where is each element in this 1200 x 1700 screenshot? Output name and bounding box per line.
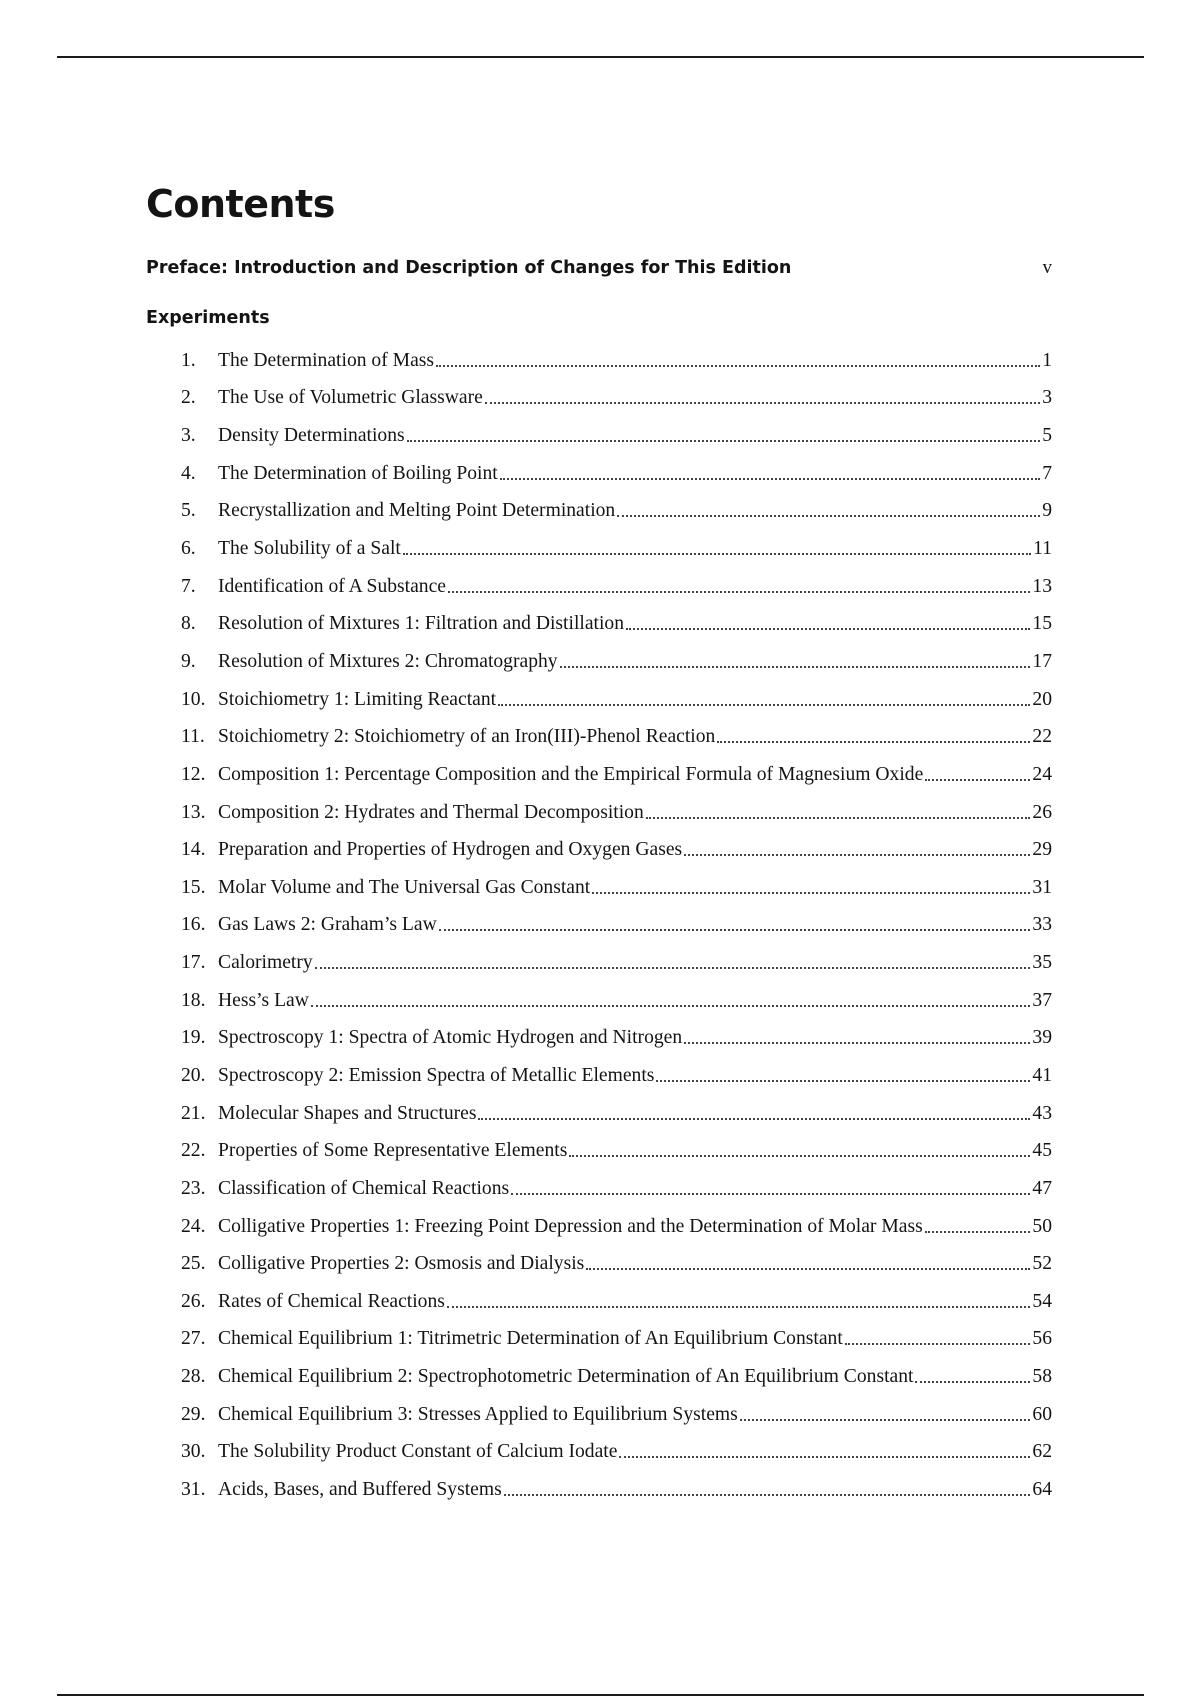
bottom-rule xyxy=(57,1694,1144,1696)
toc-entry-title: Resolution of Mixtures 1: Filtration and Distillation xyxy=(218,613,625,635)
toc-entry-page-number: 45 xyxy=(1032,1140,1052,1162)
toc-entry-page-number: 35 xyxy=(1032,952,1052,974)
toc-entry[interactable] xyxy=(181,1358,1052,1396)
dot-leader xyxy=(407,440,1041,442)
toc-entry-title: Rates of Chemical Reactions xyxy=(218,1290,445,1312)
toc-entry-title: Identification of A Substance xyxy=(218,575,446,597)
toc-entry-number: 10. xyxy=(181,688,206,710)
toc-entry-number: 2. xyxy=(181,387,196,409)
toc-entry[interactable] xyxy=(181,1208,1052,1246)
toc-entry-page-number: 41 xyxy=(1032,1064,1052,1086)
preface-title: Preface: Introduction and Description of Changes for This Edition xyxy=(146,258,792,278)
toc-entry-title: Composition 1: Percentage Composition and the Empirical Formula of Magnesium Oxide xyxy=(218,763,924,785)
toc-entry[interactable] xyxy=(181,982,1052,1020)
toc-entry[interactable] xyxy=(181,455,1052,493)
toc-entry[interactable] xyxy=(181,944,1052,982)
toc-entry-number: 20. xyxy=(181,1064,206,1086)
toc-entry-title: Gas Laws 2: Graham’s Law xyxy=(218,914,437,936)
toc-entry-title: Properties of Some Representative Elements xyxy=(218,1140,568,1162)
toc-entry-title: The Solubility of a Salt xyxy=(218,538,401,560)
dot-leader xyxy=(684,854,1030,856)
toc-entry-page-number: 29 xyxy=(1032,839,1052,861)
toc-entry[interactable] xyxy=(181,1132,1052,1170)
dot-leader xyxy=(592,892,1030,894)
toc-entry-title: Preparation and Properties of Hydrogen and Oxygen Gases xyxy=(218,839,683,861)
toc-entry-title: The Determination of Boiling Point xyxy=(218,462,498,484)
section-heading-experiments: Experiments xyxy=(146,308,270,328)
dot-leader xyxy=(478,1118,1030,1120)
toc-entry-page-number: 1 xyxy=(1042,349,1052,371)
toc-entry[interactable] xyxy=(181,568,1052,606)
toc-entry-page-number: 62 xyxy=(1032,1441,1052,1463)
toc-entry[interactable] xyxy=(181,681,1052,719)
toc-entry[interactable] xyxy=(181,530,1052,568)
toc-entry-page-number: 37 xyxy=(1032,989,1052,1011)
toc-entry-page-number: 5 xyxy=(1042,425,1052,447)
toc-entry[interactable] xyxy=(181,493,1052,531)
dot-leader xyxy=(436,365,1040,367)
dot-leader xyxy=(845,1343,1031,1345)
toc-entry[interactable] xyxy=(181,831,1052,869)
toc-entry[interactable] xyxy=(181,643,1052,681)
toc-entry-page-number: 3 xyxy=(1042,387,1052,409)
toc-entry-page-number: 33 xyxy=(1032,914,1052,936)
toc-entry-title: Colligative Properties 1: Freezing Point Depression and the Determination of Molar Mass xyxy=(218,1215,923,1237)
toc-entry-page-number: 47 xyxy=(1032,1177,1052,1199)
toc-entry-number: 23. xyxy=(181,1177,206,1199)
preface-entry[interactable] xyxy=(146,256,1052,280)
toc-entry[interactable] xyxy=(181,794,1052,832)
dot-leader xyxy=(447,1306,1031,1308)
toc-entry-number: 21. xyxy=(181,1102,206,1124)
toc-entry-title: Recrystallization and Melting Point Determination xyxy=(218,500,616,522)
dot-leader xyxy=(586,1268,1030,1270)
toc-entry-page-number: 64 xyxy=(1032,1479,1052,1501)
toc-entry-page-number: 9 xyxy=(1042,500,1052,522)
toc-entry-title: Chemical Equilibrium 1: Titrimetric Determination of An Equilibrium Constant xyxy=(218,1328,843,1350)
dot-leader xyxy=(740,1419,1031,1421)
toc-entry-page-number: 17 xyxy=(1032,650,1052,672)
toc-entry-title: Acids, Bases, and Buffered Systems xyxy=(218,1479,502,1501)
toc-entry-page-number: 31 xyxy=(1032,876,1052,898)
dot-leader xyxy=(511,1193,1030,1195)
toc-entry-number: 3. xyxy=(181,425,196,447)
toc-entry-title: Chemical Equilibrium 2: Spectrophotometric Determination of An Equilibrium Constant xyxy=(218,1366,914,1388)
toc-entry-title: The Use of Volumetric Glassware xyxy=(218,387,483,409)
toc-entry-title: Density Determinations xyxy=(218,425,405,447)
toc-entry-number: 31. xyxy=(181,1479,206,1501)
toc-entry[interactable] xyxy=(181,907,1052,945)
toc-entry-number: 7. xyxy=(181,575,196,597)
toc-entry-number: 12. xyxy=(181,763,206,785)
toc-entry[interactable] xyxy=(181,1434,1052,1472)
toc-entry-number: 24. xyxy=(181,1215,206,1237)
dot-leader xyxy=(915,1381,1030,1383)
dot-leader xyxy=(656,1080,1030,1082)
dot-leader xyxy=(315,967,1031,969)
toc-entry-number: 9. xyxy=(181,650,196,672)
toc-entry[interactable] xyxy=(181,1283,1052,1321)
toc-entry[interactable] xyxy=(181,1095,1052,1133)
toc-entry-title: Stoichiometry 2: Stoichiometry of an Iron(III)-Phenol Reaction xyxy=(218,726,716,748)
toc-entry-title: Spectroscopy 2: Emission Spectra of Metallic Elements xyxy=(218,1064,655,1086)
toc-entry-page-number: 22 xyxy=(1032,726,1052,748)
toc-entry-title: The Solubility Product Constant of Calcium Iodate xyxy=(218,1441,618,1463)
toc-entry-number: 27. xyxy=(181,1328,206,1350)
toc-entry-number: 6. xyxy=(181,538,196,560)
toc-entry-title: Molecular Shapes and Structures xyxy=(218,1102,477,1124)
dot-leader xyxy=(498,704,1030,706)
toc-entry-title: Calorimetry xyxy=(218,952,313,974)
toc-entry[interactable] xyxy=(181,417,1052,455)
toc-entry-page-number: 24 xyxy=(1032,763,1052,785)
toc-list xyxy=(181,342,1052,1509)
dot-leader xyxy=(403,553,1031,555)
toc-entry-title: Chemical Equilibrium 3: Stresses Applied to Equilibrium Systems xyxy=(218,1403,738,1425)
toc-entry-page-number: 7 xyxy=(1042,462,1052,484)
toc-entry-number: 13. xyxy=(181,801,206,823)
dot-leader xyxy=(925,779,1030,781)
toc-entry[interactable] xyxy=(181,1396,1052,1434)
dot-leader xyxy=(619,1456,1030,1458)
dot-leader xyxy=(717,741,1030,743)
toc-entry-title: Hess’s Law xyxy=(218,989,309,1011)
toc-entry-number: 18. xyxy=(181,989,206,1011)
toc-entry-page-number: 56 xyxy=(1032,1328,1052,1350)
toc-entry[interactable] xyxy=(181,1321,1052,1359)
dot-leader xyxy=(569,1155,1030,1157)
page-title: Contents xyxy=(146,182,335,226)
toc-entry-page-number: 15 xyxy=(1032,613,1052,635)
toc-entry[interactable] xyxy=(181,1471,1052,1509)
dot-leader xyxy=(504,1494,1031,1496)
toc-entry-page-number: 11 xyxy=(1033,538,1052,560)
toc-entry-title: Colligative Properties 2: Osmosis and Dialysis xyxy=(218,1253,585,1275)
toc-entry-page-number: 60 xyxy=(1032,1403,1052,1425)
dot-leader xyxy=(560,666,1031,668)
toc-entry-number: 29. xyxy=(181,1403,206,1425)
toc-entry[interactable] xyxy=(181,718,1052,756)
toc-entry-number: 26. xyxy=(181,1290,206,1312)
toc-entry-title: Resolution of Mixtures 2: Chromatography xyxy=(218,650,558,672)
toc-entry-number: 5. xyxy=(181,500,196,522)
toc-entry-title: Composition 2: Hydrates and Thermal Decomposition xyxy=(218,801,644,823)
toc-entry-number: 1. xyxy=(181,349,196,371)
toc-entry[interactable] xyxy=(181,1057,1052,1095)
toc-entry-title: The Determination of Mass xyxy=(218,349,435,371)
toc-entry[interactable] xyxy=(181,380,1052,418)
toc-entry-page-number: 54 xyxy=(1032,1290,1052,1312)
toc-entry-page-number: 13 xyxy=(1032,575,1052,597)
toc-entry-page-number: 52 xyxy=(1032,1253,1052,1275)
dot-leader xyxy=(626,628,1030,630)
toc-entry-page-number: 50 xyxy=(1032,1215,1052,1237)
toc-entry-page-number: 43 xyxy=(1032,1102,1052,1124)
toc-entry[interactable] xyxy=(181,1245,1052,1283)
top-rule xyxy=(57,56,1144,58)
toc-entry-number: 14. xyxy=(181,839,206,861)
toc-entry[interactable] xyxy=(181,1170,1052,1208)
toc-entry-page-number: 39 xyxy=(1032,1027,1052,1049)
dot-leader xyxy=(485,402,1040,404)
toc-entry-number: 17. xyxy=(181,952,206,974)
toc-entry-page-number: 20 xyxy=(1032,688,1052,710)
toc-entry-number: 8. xyxy=(181,613,196,635)
toc-entry[interactable] xyxy=(181,869,1052,907)
toc-entry-number: 22. xyxy=(181,1140,206,1162)
toc-entry[interactable] xyxy=(181,342,1052,380)
toc-entry-number: 4. xyxy=(181,462,196,484)
toc-entry-page-number: 58 xyxy=(1032,1366,1052,1388)
dot-leader xyxy=(684,1042,1030,1044)
dot-leader xyxy=(311,1005,1031,1007)
toc-entry[interactable] xyxy=(181,1020,1052,1058)
dot-leader xyxy=(617,515,1040,517)
toc-entry-number: 11. xyxy=(181,726,205,748)
toc-entry-number: 28. xyxy=(181,1366,206,1388)
toc-entry-title: Stoichiometry 1: Limiting Reactant xyxy=(218,688,497,710)
dot-leader xyxy=(500,478,1040,480)
dot-leader xyxy=(448,591,1030,593)
dot-leader xyxy=(925,1231,1031,1233)
toc-entry-number: 16. xyxy=(181,914,206,936)
preface-page-number: v xyxy=(1042,257,1052,278)
toc-entry-title: Spectroscopy 1: Spectra of Atomic Hydrogen and Nitrogen xyxy=(218,1027,683,1049)
toc-entry-title: Molar Volume and The Universal Gas Constant xyxy=(218,876,591,898)
toc-entry-number: 15. xyxy=(181,876,206,898)
toc-entry[interactable] xyxy=(181,605,1052,643)
toc-entry-page-number: 26 xyxy=(1032,801,1052,823)
dot-leader xyxy=(646,817,1031,819)
toc-entry[interactable] xyxy=(181,756,1052,794)
dot-leader xyxy=(439,929,1031,931)
toc-entry-number: 30. xyxy=(181,1441,206,1463)
toc-entry-number: 19. xyxy=(181,1027,206,1049)
toc-entry-title: Classification of Chemical Reactions xyxy=(218,1177,510,1199)
toc-entry-number: 25. xyxy=(181,1253,206,1275)
